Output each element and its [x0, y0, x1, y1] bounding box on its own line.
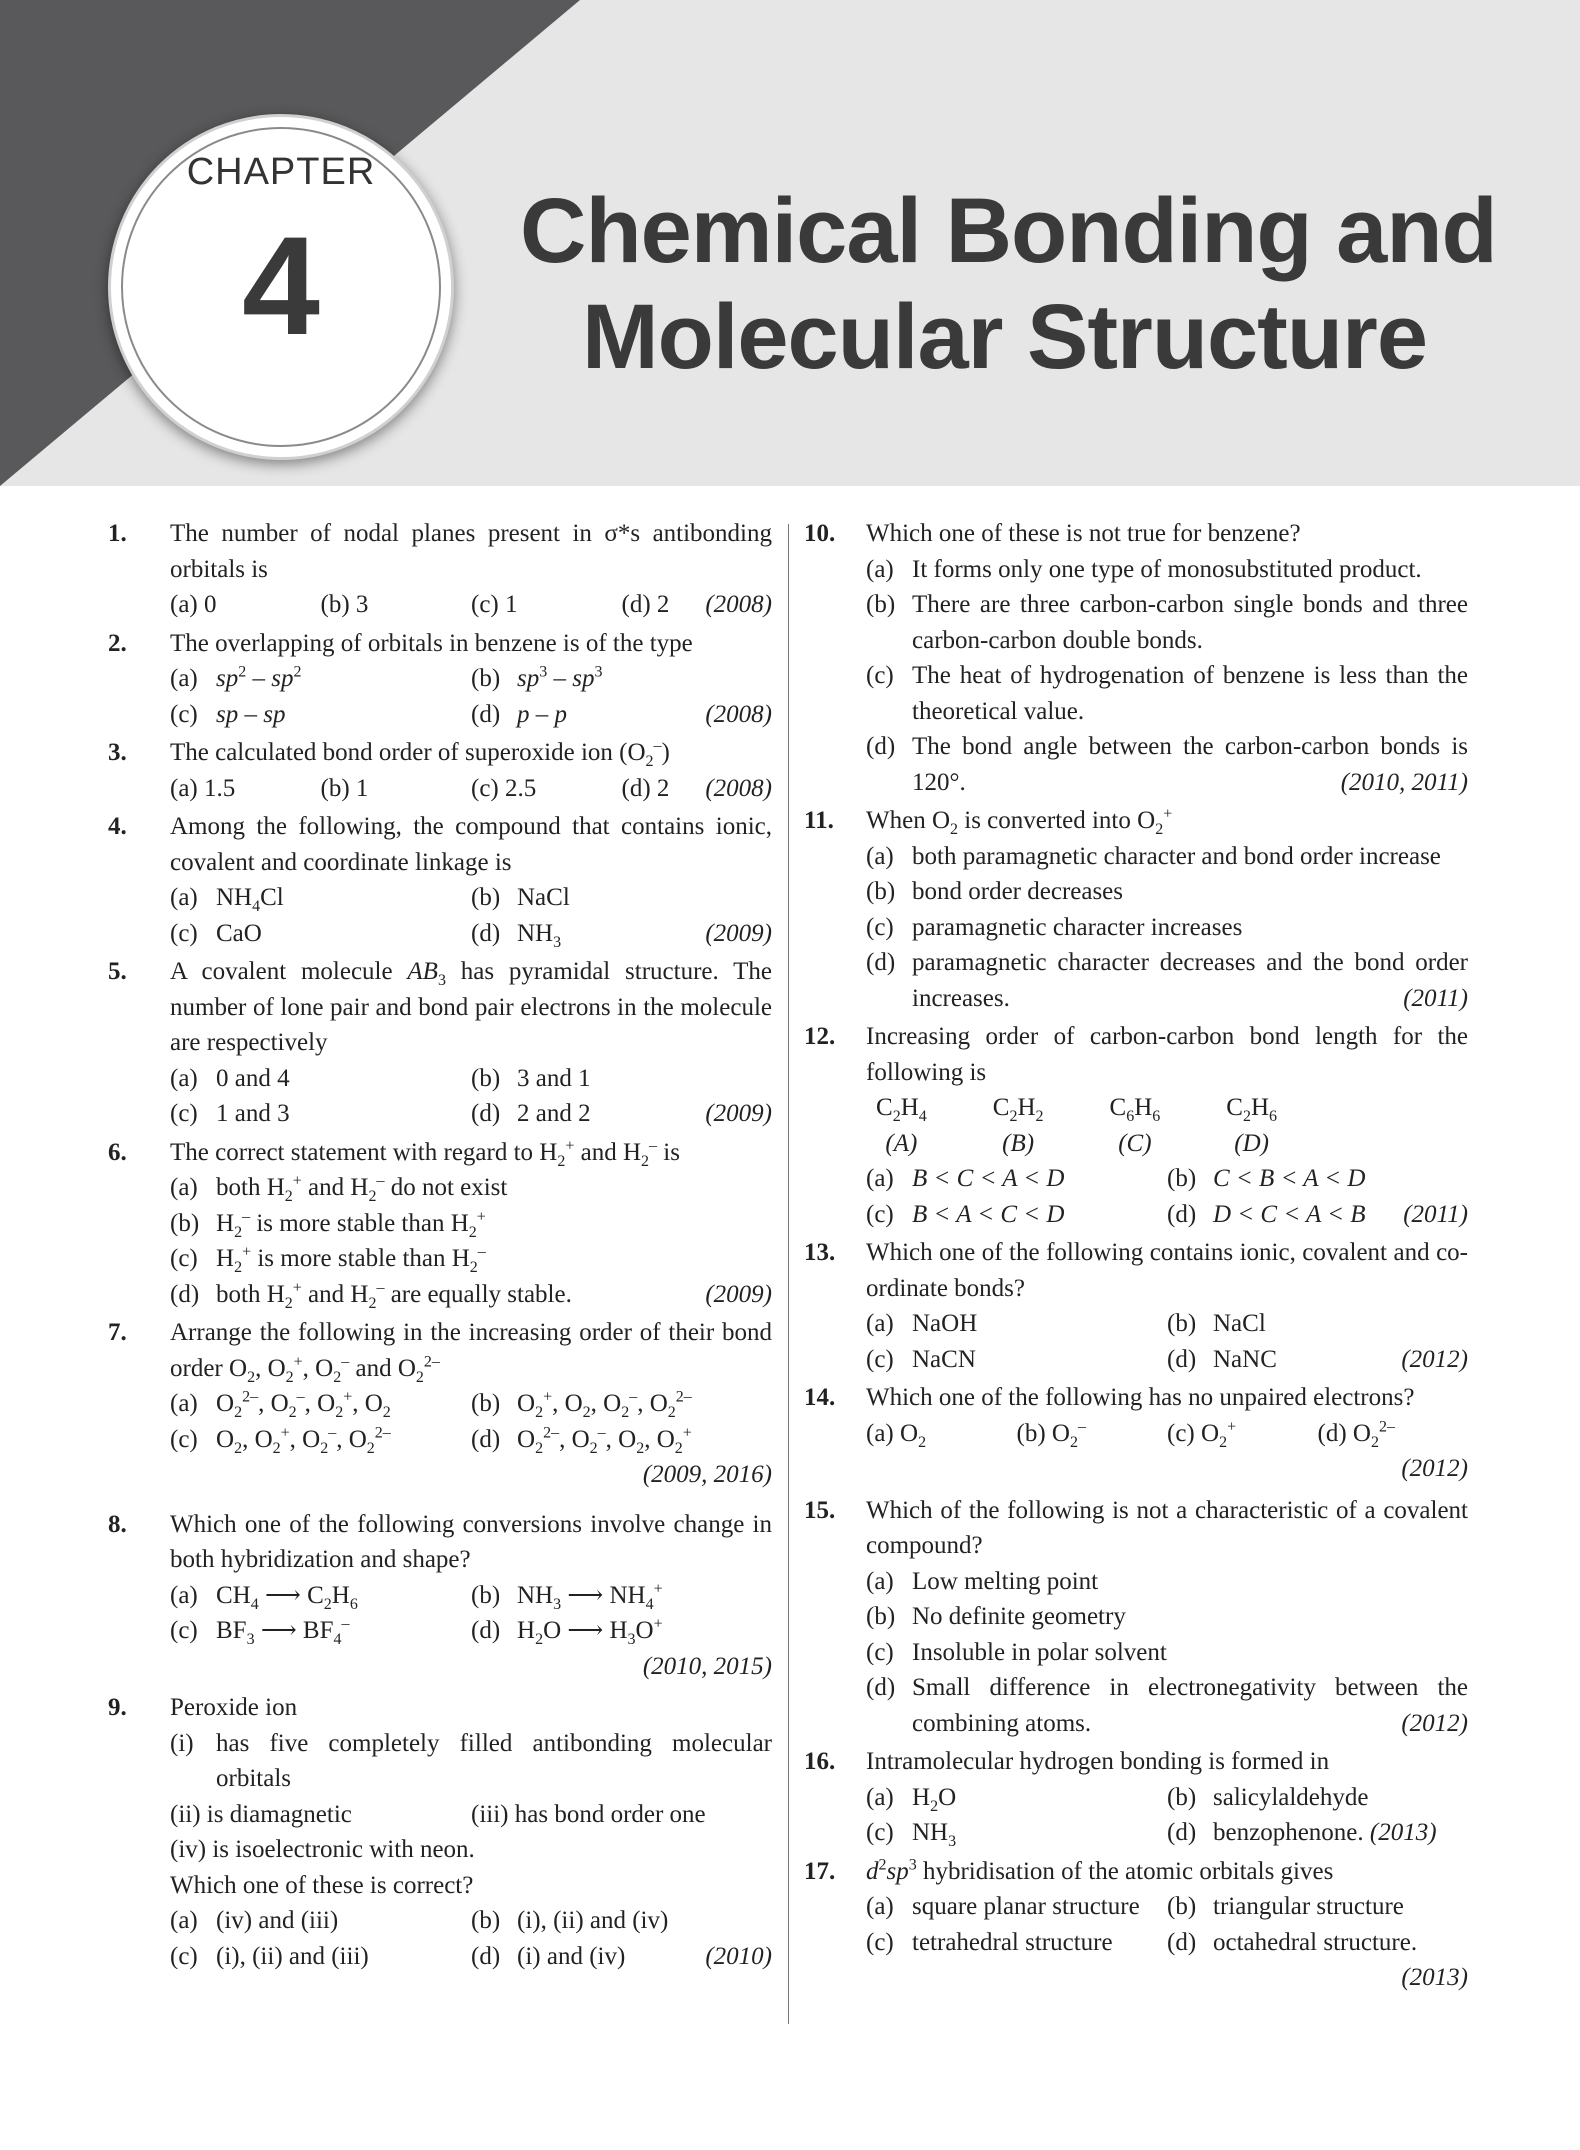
question-5 [108, 954, 772, 1132]
question-9 [108, 1690, 772, 1974]
options-row [170, 1939, 772, 1975]
question-year: (2013) [1401, 1964, 1468, 1991]
compound-c: $C_6H_6$ (C) [1109, 1094, 1161, 1157]
option-c: (c) CaO [170, 919, 262, 947]
question-year: (2012) [1401, 1709, 1468, 1737]
options-row [866, 1197, 1468, 1233]
option-a: (a) (iv) and (iii) [170, 1907, 339, 1934]
option-c: (c) B < A < C < D [866, 1200, 1065, 1228]
option-a: (a) NaOH [866, 1310, 978, 1337]
option-a: (a) It forms only one type of monosubstituted product. [866, 555, 1422, 583]
question-year: (2009) [705, 1100, 772, 1127]
question-number: 8. [108, 1510, 127, 1538]
question-text: The number of nodal planes present in σ*s antibonding orbitals is [170, 520, 772, 583]
option-b: (b) NaCl [1167, 1310, 1266, 1337]
question-year: (2011) [1403, 984, 1468, 1012]
option-d: (d) The bond angle between the carbon-carbon bonds is 120°. (2010, 2011) [866, 729, 1468, 800]
chapter-label: CHAPTER [186, 151, 376, 193]
option-d: (d) NaNC (2012) [1167, 1342, 1468, 1378]
option-c: (c) (i), (ii) and (iii) [170, 1942, 369, 1970]
question-text: When $O_2$ is converted into $O_2^+$ [866, 805, 1173, 838]
question-number: 16. [804, 1748, 836, 1775]
question-14 [804, 1380, 1468, 1487]
option-a: (a) $O_2^{2-}$, $O_2^-$, $O_2^+$, $O_2$ [170, 1388, 391, 1421]
option-b: (b) $O_2^+$, $O_2$, $O_2^-$, $O_2^{2-}$ [471, 1388, 692, 1421]
options-row [866, 1306, 1468, 1342]
options-row [170, 587, 772, 623]
question-year: (2008) [705, 700, 772, 728]
option-d: (d) Small difference in electronegativity between the combining atoms. (2012) [866, 1670, 1468, 1741]
options-row [170, 771, 772, 807]
option-c: (c) $O_2$, $O_2^+$, $O_2^-$, $O_2^{2-}$ [170, 1424, 391, 1457]
chapter-badge [108, 114, 454, 460]
option-a: (a) square planar structure [866, 1893, 1140, 1920]
question-text: A covalent molecule $AB_3$ has pyramidal structure. The number of lone pair and bond pair electrons in the molecule are respectively [170, 958, 772, 1056]
question-number: 1. [108, 520, 127, 547]
option-a: (a) $CH_4$ ⟶ $C_2H_6$ [170, 1581, 358, 1613]
options-row [170, 697, 772, 733]
option-a: (a) 1.5 [170, 774, 236, 802]
statements-row [170, 1797, 772, 1833]
option-d: (d) $O_2^{2-}$ [1317, 1418, 1395, 1451]
chapter-title-line-1: Chemical Bonding and [520, 180, 1497, 282]
chapter-title [520, 178, 1520, 390]
question-number: 15. [804, 1496, 836, 1524]
option-b: (b) (i), (ii) and (iv) [471, 1907, 669, 1934]
question-2 [108, 626, 772, 733]
statement-iv: (iv) is isoelectronic with neon. [170, 1836, 475, 1863]
option-a: (a) $NH_4Cl$ [170, 884, 284, 915]
option-b: (b) 3 and 1 [471, 1064, 591, 1092]
option-c: (c) tetrahedral structure [866, 1928, 1113, 1956]
question-11 [804, 803, 1468, 1016]
compound-list [866, 1090, 1277, 1161]
options-row [170, 880, 772, 916]
question-text: Which one of these is not true for benzene? [866, 520, 1301, 547]
question-12 [804, 1019, 1468, 1232]
question-number: 9. [108, 1694, 127, 1721]
option-a: (a) B < C < A < D [866, 1165, 1065, 1192]
question-year: (2010, 2015) [642, 1652, 772, 1680]
option-d: (d) 2 (2008) [622, 587, 773, 623]
option-b: (b) No definite geometry [866, 1603, 1126, 1630]
question-number: 5. [108, 958, 127, 985]
option-c: (c) $BF_3$ ⟶ $BF_4^-$ [170, 1615, 350, 1648]
option-b: (b) $O_2^-$ [1016, 1418, 1086, 1451]
question-number: 12. [804, 1023, 836, 1050]
question-16 [804, 1744, 1468, 1851]
option-b: (b) NaCl [471, 884, 570, 911]
option-d: (d) D < C < A < B (2011) [1167, 1197, 1468, 1233]
question-number: 17. [804, 1857, 836, 1885]
question-10 [804, 516, 1468, 800]
option-a: (a) $O_2$ [866, 1419, 927, 1451]
option-c: (c) $NH_3$ [866, 1819, 957, 1850]
question-text: Which one of the following conversions involve change in both hybridization and shape? [170, 1510, 772, 1573]
right-column [804, 516, 1468, 1999]
option-a: (a) $sp^2 - sp^2$ [170, 663, 302, 692]
option-c: (c) paramagnetic character increases [866, 913, 1243, 941]
option-b: (b) 3 [320, 591, 369, 618]
option-c: (c) sp – sp [170, 700, 286, 728]
chapter-number: 4 [242, 207, 320, 364]
options-row [866, 1342, 1468, 1378]
option-c: (c) The heat of hydrogenation of benzene is less than the theoretical value. [866, 662, 1468, 725]
question-text: $d^2sp^3$ hybridisation of the atomic orbitals gives [866, 1856, 1334, 1885]
options-row [170, 1613, 772, 1649]
question-3 [108, 735, 772, 806]
question-text: Intramolecular hydrogen bonding is formed in [866, 1748, 1330, 1775]
question-number: 6. [108, 1138, 127, 1166]
options-row [866, 1925, 1468, 1961]
option-c: (c) NaCN [866, 1345, 976, 1373]
options-row [170, 1578, 772, 1614]
question-year: (2009) [705, 919, 772, 947]
option-d: (d) 2 and 2 (2009) [471, 1096, 772, 1132]
question-13 [804, 1235, 1468, 1377]
question-year: (2010) [705, 1942, 772, 1970]
question-prompt: Which one of these is correct? [170, 1871, 474, 1899]
question-number: 2. [108, 629, 127, 657]
question-7 [108, 1315, 772, 1493]
option-d: (d) $H_2O$ ⟶ $H_3O^+$ [471, 1615, 663, 1648]
statement-iii: (iii) has bond order one [471, 1800, 706, 1828]
option-d: (d) both $H_2^+$ and $H_2^-$ are equally stable. (2009) [170, 1277, 772, 1313]
question-number: 4. [108, 813, 127, 840]
question-year: (2009) [705, 1280, 772, 1308]
option-a: (a) both paramagnetic character and bond order increase [866, 842, 1441, 870]
option-c: (c) 1 [471, 591, 518, 618]
statement-ii: (ii) is diamagnetic [170, 1800, 352, 1828]
option-b: (b) C < B < A < D [1167, 1165, 1366, 1192]
question-year: (2013) [1369, 1819, 1437, 1846]
chapter-banner [0, 0, 1580, 486]
option-d: (d) $O_2^{2-}$, $O_2^-$, $O_2$, $O_2^+$ [471, 1424, 692, 1457]
question-text: The correct statement with regard to $H_2^+$ and $H_2^-$ is [170, 1137, 680, 1170]
option-b: (b) 1 [320, 774, 369, 802]
options-row [866, 1889, 1468, 1925]
option-b: (b) salicylaldehyde [1167, 1783, 1369, 1811]
option-d: (d) benzophenone. (2013) [1167, 1819, 1437, 1846]
option-b: (b) bond order decreases [866, 878, 1124, 905]
question-text: Which of the following is not a characteristic of a covalent compound? [866, 1496, 1468, 1559]
question-1 [108, 516, 772, 623]
compound-b: $C_2H_2$ (B) [992, 1094, 1044, 1157]
options-row [866, 1815, 1468, 1851]
question-year: (2008) [705, 591, 772, 618]
option-c: (c) 1 and 3 [170, 1100, 290, 1127]
question-year: (2010, 2011) [1340, 768, 1468, 796]
question-number: 13. [804, 1239, 836, 1266]
option-a: (a) 0 and 4 [170, 1064, 290, 1092]
question-text: The calculated bond order of superoxide ion $(O_2^-)$ [170, 737, 670, 770]
option-c: (c) Insoluble in polar solvent [866, 1638, 1167, 1666]
chapter-title-line-2: Molecular Structure [582, 286, 1427, 388]
option-a: (a) Low melting point [866, 1567, 1099, 1595]
option-c: (c) 2.5 [471, 774, 537, 802]
question-text: Which one of the following contains ionic, covalent and co-ordinate bonds? [866, 1239, 1468, 1302]
option-d: (d) $NH_3$ (2009) [471, 916, 772, 952]
question-text: Peroxide ion [170, 1694, 298, 1721]
options-row [866, 1161, 1468, 1197]
option-d: (d) octahedral structure. [1167, 1928, 1418, 1956]
options-row [170, 1096, 772, 1132]
question-6 [108, 1135, 772, 1313]
option-b: (b) There are three carbon-carbon single bonds and three carbon-carbon double bonds. [866, 591, 1468, 654]
options-row [170, 1903, 772, 1939]
option-c: (c) $O_2^+$ [1167, 1418, 1237, 1451]
question-17 [804, 1854, 1468, 1996]
option-d: (d) (i) and (iv) (2010) [471, 1939, 772, 1975]
question-text: Arrange the following in the increasing order of their bond order $O_2$, $O_2^+$, $O_2^-$ and $O_2^{2-}$ [170, 1319, 772, 1386]
question-number: 7. [108, 1319, 127, 1346]
option-a: (a) 0 [170, 591, 217, 618]
question-year: (2012) [1401, 1455, 1468, 1482]
question-text: Increasing order of carbon-carbon bond length for the following is [866, 1023, 1468, 1086]
option-c: (c) $H_2^+$ is more stable than $H_2^-$ [170, 1243, 486, 1276]
option-d: (d) paramagnetic character decreases and the bond order increases. (2011) [866, 945, 1468, 1016]
compound-a: $C_2H_4$ (A) [876, 1094, 927, 1157]
question-15 [804, 1493, 1468, 1742]
option-b: (b) $sp^3 - sp^3$ [471, 663, 603, 692]
question-number: 14. [804, 1384, 836, 1411]
question-text: Among the following, the compound that contains ionic, covalent and coordinate linkage is [170, 813, 772, 876]
option-b: (b) $H_2^-$ is more stable than $H_2^+$ [170, 1208, 486, 1241]
question-year: (2008) [705, 774, 772, 802]
option-a: (a) $H_2O$ [866, 1783, 957, 1815]
options-row [170, 661, 772, 697]
question-text: The overlapping of orbitals in benzene is of the type [170, 629, 693, 657]
options-row [170, 1422, 772, 1458]
column-divider [788, 524, 789, 2024]
options-row [170, 1386, 772, 1422]
options-row [866, 1416, 1468, 1452]
option-b: (b) $NH_3$ ⟶ $NH_4^+$ [471, 1580, 663, 1613]
question-number: 11. [804, 807, 834, 834]
question-year: (2009, 2016) [642, 1461, 772, 1488]
options-row [170, 1061, 772, 1097]
left-column [108, 516, 772, 1977]
question-4 [108, 809, 772, 951]
options-row [170, 916, 772, 952]
question-year: (2012) [1401, 1345, 1468, 1373]
option-d: (d) p – p (2008) [471, 697, 772, 733]
question-8 [108, 1507, 772, 1685]
options-row [866, 1780, 1468, 1816]
question-year: (2011) [1403, 1200, 1468, 1228]
statement-i: (i) has five completely filled antibonding molecular orbitals [170, 1729, 772, 1792]
option-b: (b) triangular structure [1167, 1893, 1404, 1920]
compound-d: $C_2H_6$ (D) [1226, 1094, 1277, 1157]
option-d: (d) 2 (2008) [622, 771, 773, 807]
option-a: (a) both $H_2^+$ and $H_2^-$ do not exist [170, 1172, 508, 1205]
question-number: 3. [108, 739, 127, 766]
question-number: 10. [804, 520, 836, 547]
question-text: Which one of the following has no unpaired electrons? [866, 1384, 1415, 1411]
